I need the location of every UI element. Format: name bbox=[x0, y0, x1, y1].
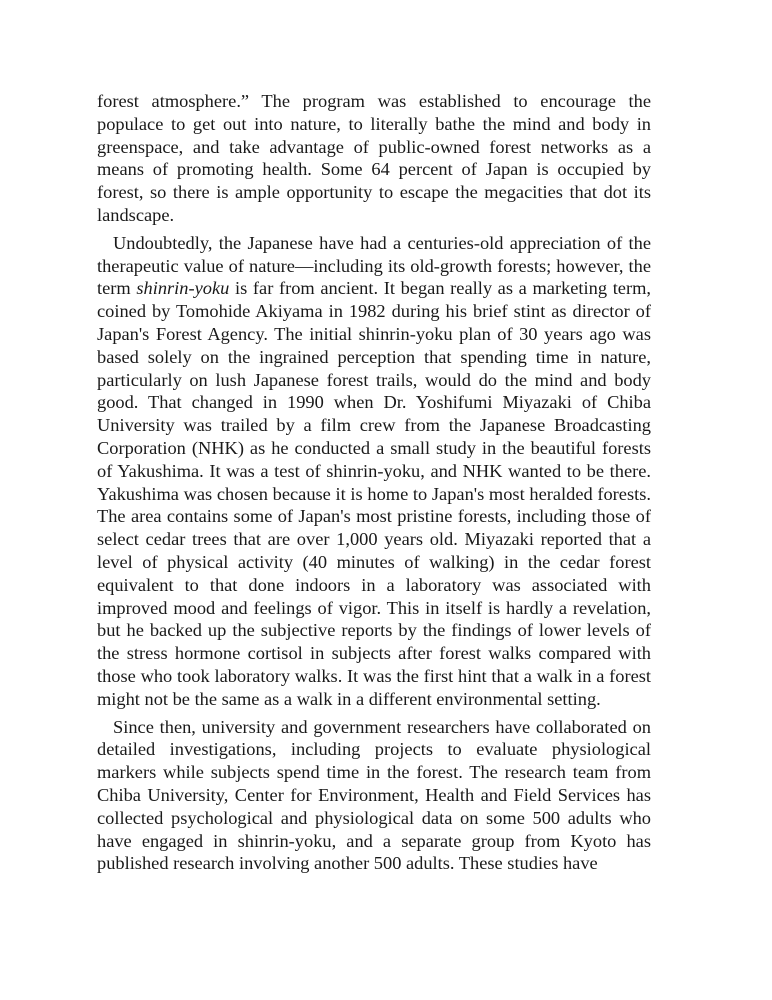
paragraph-2-text-a: Undoubtedly, the Japanese have had a centuries-old appreciation of the therapeutic value of nature—including its old-growth forests; however, the term bbox=[97, 232, 651, 299]
paragraph-3-text: Since then, university and government researchers have collaborated on detailed investigations, including projects to evaluate physiological markers while subjects spend time in the forest. The research team from Chiba University, Center for Environment, Health and Field Services has collected psychological and physiological data on some 500 adults who have engaged in shinrin-yoku, and a separate group from Kyoto has published research involving another 500 adults. These studies have bbox=[97, 716, 651, 874]
paragraph-1-text: forest atmosphere.” The program was established to encourage the populace to get out into nature, to literally bathe the mind and body in greenspace, and take advantage of public-owned forest networks as a means of promoting health. Some 64 percent of Japan is occupied by forest, so there is ample opportunity to escape the megacities that dot its landscape. bbox=[97, 91, 651, 225]
paragraph-2 bbox=[97, 232, 651, 711]
paragraph-2-text-b: is far from ancient. It began really as a marketing term, coined by Tomohide Akiyama in 1982 during his brief stint as director of Japan's Forest Agency. The initial shinrin-yoku plan of 30 years ago was based solely on the ingrained perception that spending time in nature, particularly on lush Japanese forest trails, would do the mind and body good. That changed in 1990 when Dr. Yoshifumi Miyazaki of Chiba University was trailed by a film crew from the Japanese Broadcasting Corporation (NHK) as he conducted a small study in the beautiful forests of Yakushima. It was a test of shinrin-yoku, and NHK wanted to be there. Yakushima was chosen because it is home to Japan's most heralded forests. The area contains some of Japan's most pristine forests, including those of select cedar trees that are over 1,000 years old. Miyazaki reported that a level of physical activity (40 minutes of walking) in the cedar forest equivalent to that done indoors in a laboratory was associated with improved mood and feelings of vigor. This in itself is hardly a revelation, but he backed up the subjective reports by the findings of lower levels of the stress hormone cortisol in subjects after forest walks compared with those who took laboratory walks. It was the first hint that a walk in a forest might not be the same as a walk in a different environmental setting. bbox=[97, 278, 651, 709]
shinrin-yoku-term: shinrin-yoku bbox=[136, 278, 230, 299]
paragraph-3 bbox=[97, 716, 651, 876]
paragraph-1 bbox=[97, 90, 651, 227]
book-page bbox=[97, 90, 651, 880]
